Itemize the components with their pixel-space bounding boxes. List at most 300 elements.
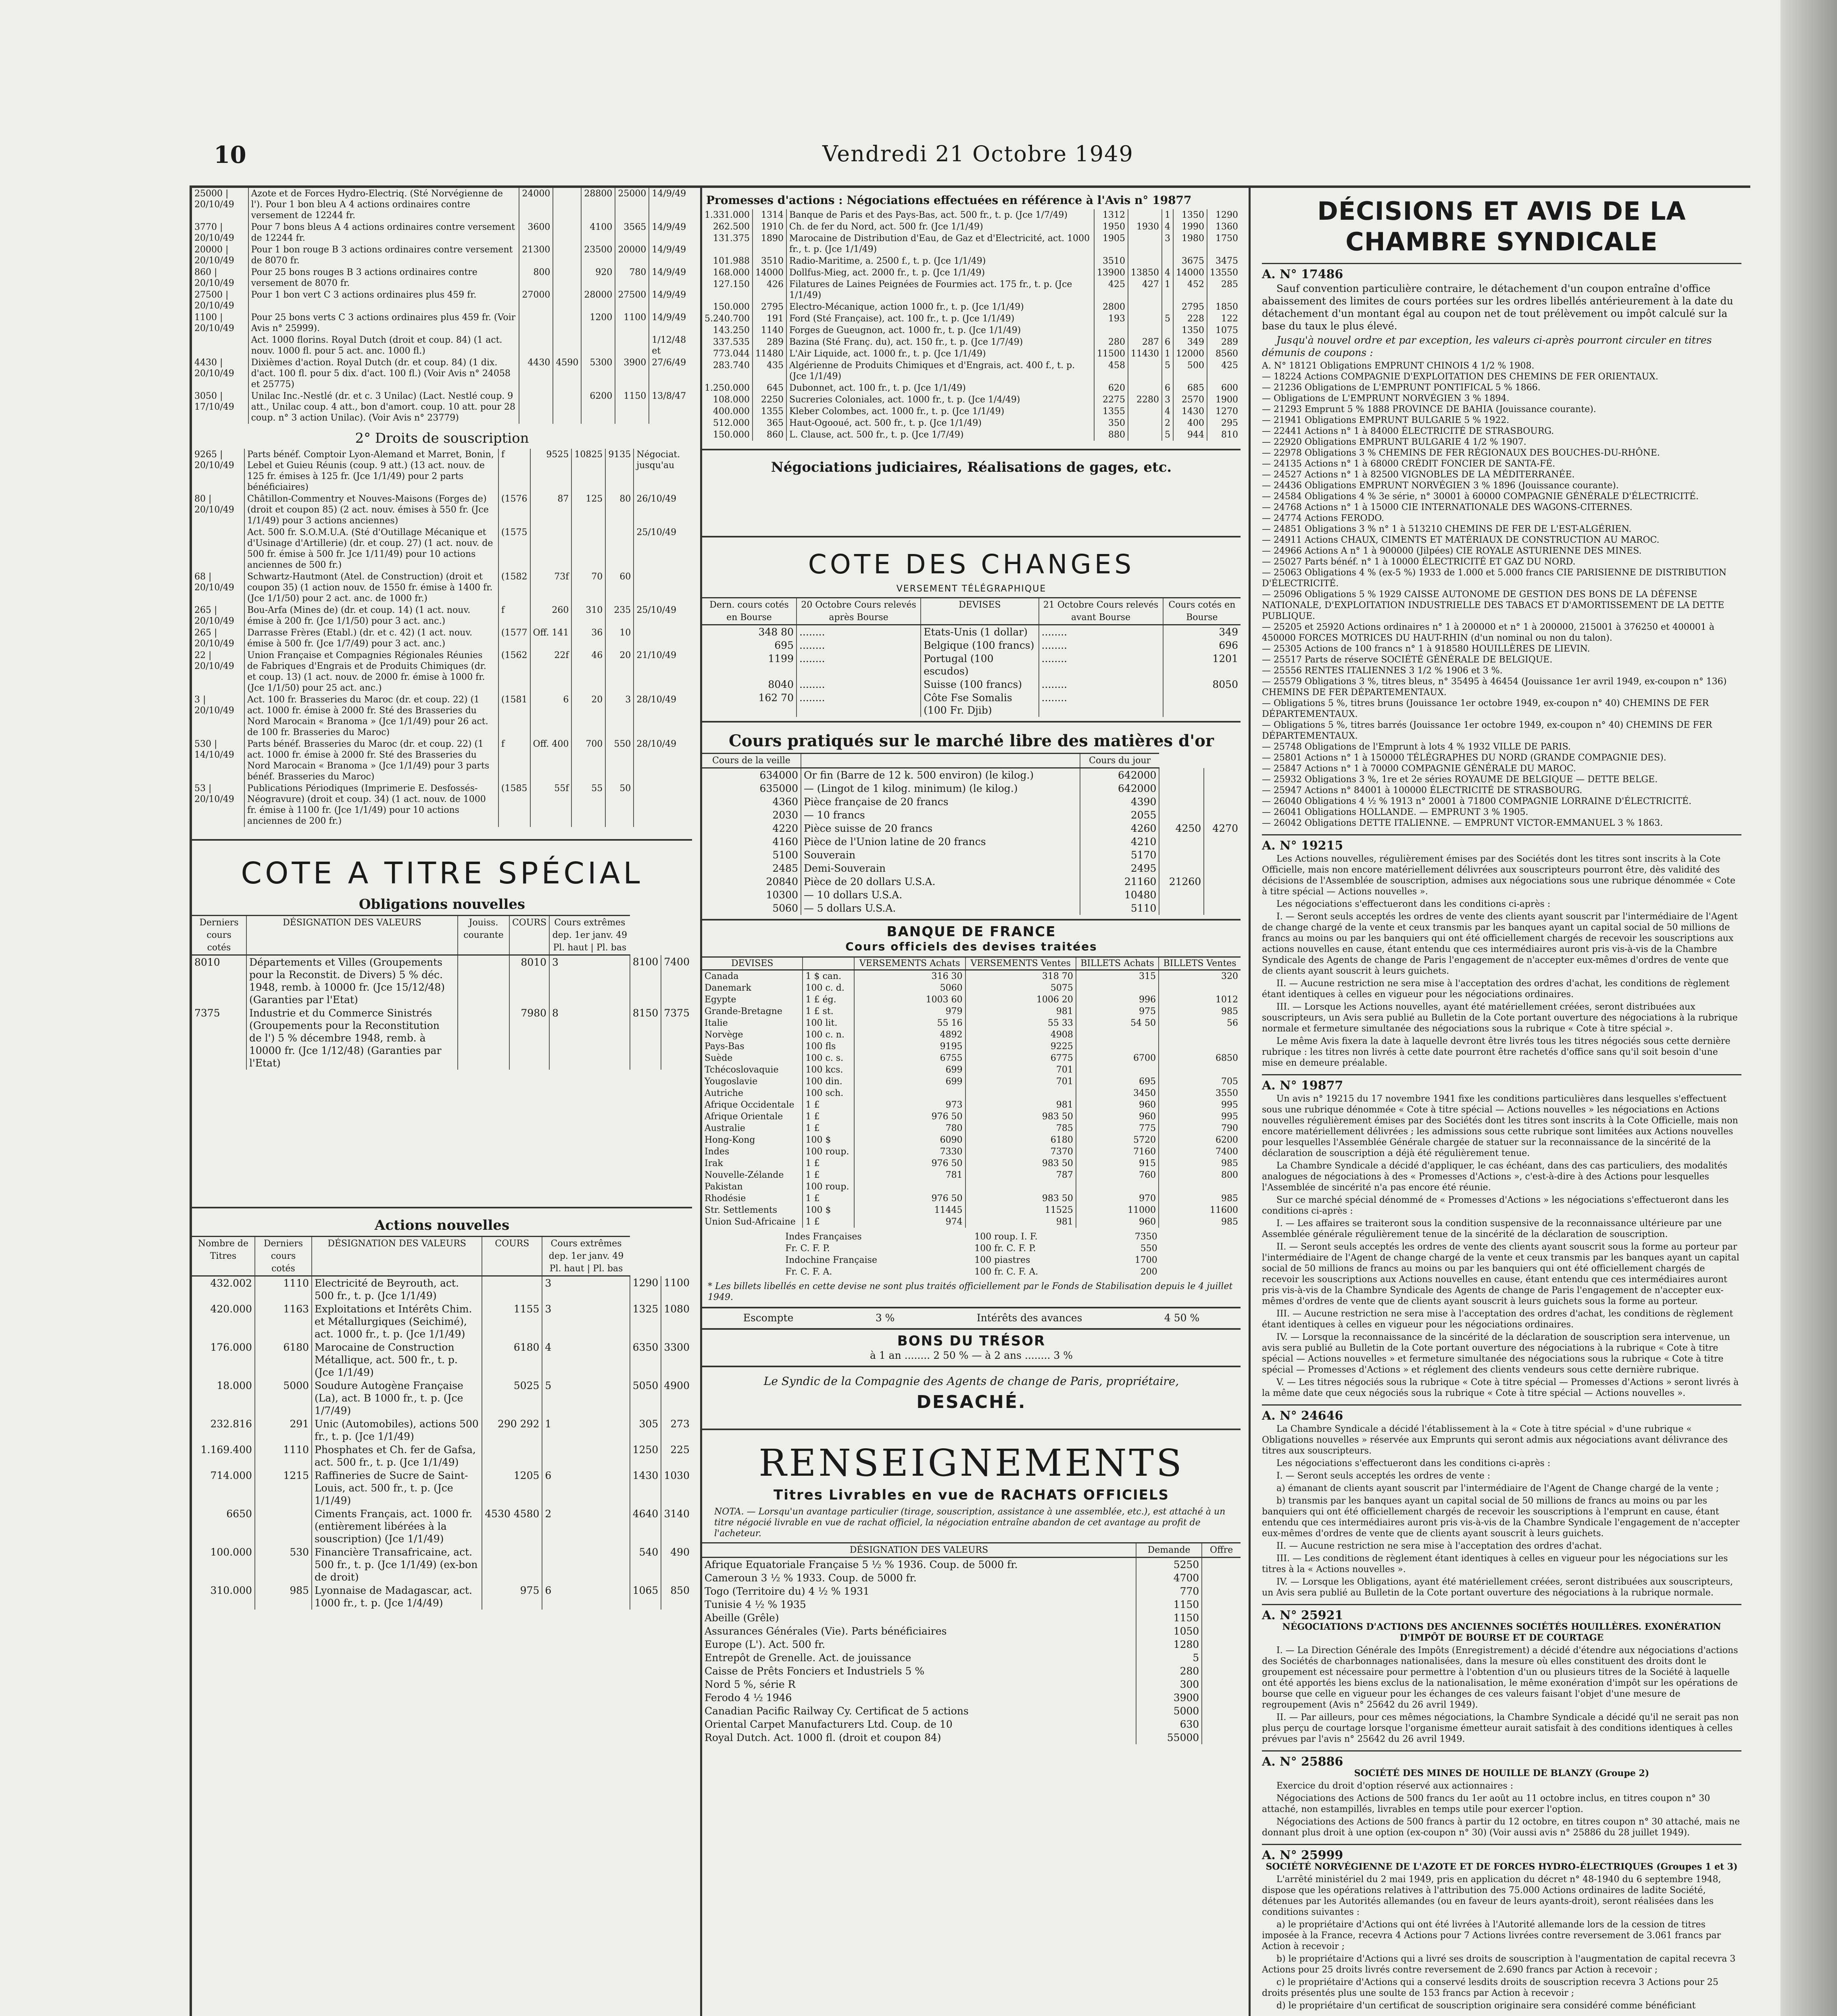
- table-cell-c1: Off. 141: [530, 627, 572, 650]
- running-header: [190, 137, 1766, 173]
- column-header: Cours extrêmes dep. 1er janv. 49 Pl. haut | Pl. bas: [549, 916, 630, 955]
- table-cell-c4: 3: [605, 694, 634, 738]
- table-cell-demande: 630: [1136, 1718, 1202, 1731]
- table-cell-jour: 2055: [1080, 808, 1159, 822]
- table-cell-n: 512.000: [713, 418, 750, 428]
- table-cell-high: 1250: [630, 1443, 661, 1469]
- avis-paragraph: La Chambre Syndicale a décidé d'appliquer, le cas échéant, dans des cas particuliers, des modalités analogues de négociations à des « Promesses d'Actions », c'est-à-dire à des Actions pour lesquelles l'Assemblée de sincérité n'a pas encore été réunie.: [1262, 1161, 1728, 1193]
- table-cell-mark: 5: [1162, 429, 1173, 441]
- table-row: [192, 289, 692, 312]
- table-cell-cours: 5025: [482, 1379, 542, 1417]
- table-cell-c2: [553, 188, 581, 221]
- avis-heading: SOCIÉTÉ NORVÉGIENNE DE L'AZOTE ET DE FORCES HYDRO-ÉLECTRIQUES (Groupes 1 et 3): [1266, 1862, 1738, 1872]
- avis-list-item: — 21236 Obligations de L'EMPRUNT PONTIFICAL 5 % 1866.: [1262, 383, 1541, 393]
- table-cell-p: 1140: [753, 325, 786, 336]
- table-cell-l: 1290: [1207, 209, 1241, 221]
- column-header: Dern. cours cotés en Bourse: [702, 598, 797, 625]
- table-cell-v2: [1128, 313, 1162, 325]
- or-title: Cours pratiqués sur le marché libre des matières d'or: [729, 731, 1214, 750]
- table-row: [192, 188, 692, 221]
- table-cell-veille: 20840: [766, 876, 798, 887]
- table-cell-designation: Ferodo 4 ½ 1946: [705, 1692, 792, 1704]
- table-cell-low: 490: [661, 1545, 692, 1584]
- table-cell-c: [1163, 691, 1241, 717]
- table-cell-left: 860 | 20/10/49: [194, 267, 234, 288]
- avis-list-item: — 25096 Obligations 5 % 1929 CAISSE AUTONOME DE GESTION DES BONS DE LA DÉFENSE NATIONALE, D'EXPLOITATION INDUSTRIELLE DES TABACS ET D'AMORTISSEMENT DE LA DETTE PUBLIQUE.: [1262, 589, 1724, 621]
- table-cell-low: 225: [661, 1443, 692, 1469]
- table-cell-c4: 10: [605, 627, 634, 650]
- table-cell-cours: 8010: [509, 955, 549, 1007]
- table-cell-j2: [1159, 795, 1204, 808]
- table-row: [702, 429, 1241, 441]
- table-cell-designation: Act. 1000 florins. Royal Dutch (droit et coup. 84) (1 act. nouv. 1000 fl. pour 5 act. anc. 1000 fl.): [248, 334, 519, 357]
- table-cell-l: 600: [1207, 382, 1241, 394]
- table-cell-c3: 28000: [581, 289, 615, 312]
- table-cell-v1: 425: [1094, 279, 1128, 301]
- avis-number: A. N° 25999: [1262, 1844, 1741, 1862]
- avis-paragraph: II. — Par ailleurs, pour ces mêmes négociations, la Chambre Syndicale a décidé qu'il ne serait pas non plus perçu de courtage lorsque l'organisme émetteur aurait satisfait à des conditions identiques à celles prévues par l'avis n° 25642 du 26 avril 1949.: [1262, 1712, 1739, 1744]
- table-cell-ba: [1076, 982, 1159, 994]
- droits-title: 2° Droits de souscription: [355, 430, 529, 446]
- table-cell-c5: 14/9/49: [649, 244, 692, 267]
- table-row: [702, 888, 1241, 902]
- table-cell-offre: [1202, 1718, 1241, 1731]
- table-row: [702, 875, 1241, 888]
- column-left: [192, 188, 692, 2016]
- table-cell-vv: 981: [965, 1216, 1076, 1228]
- table-row: [702, 1123, 1241, 1134]
- table-cell-designation: Marocaine de Construction Métallique, act. 500 fr., t. p. (Jce 1/1/49): [312, 1341, 482, 1379]
- table-cell-va: 781: [854, 1169, 965, 1181]
- or-table: [702, 753, 1241, 915]
- avis-list-item: — 26042 Obligations DETTE ITALIENNE. — EMPRUNT VICTOR-EMMANUEL 3 % 1863.: [1262, 818, 1663, 828]
- table-cell-devise: Yougoslavie: [705, 1077, 758, 1087]
- table-cell-designation: Pièce de 20 dollars U.S.A.: [801, 875, 1080, 888]
- avis-19215: [1262, 834, 1741, 1068]
- table-cell-c4: 3565: [615, 221, 649, 244]
- table-cell-designation: Parts bénéf. Brasseries du Maroc (dr. et coup. 22) (1 act. 1000 fr. émise à 2000 fr. Sté des Brasseries du Nord Marocain « Branoma » (Jce 1/1/49) pour 3 parts bénéf. Brasseries du Maroc): [244, 738, 498, 783]
- column-header: BILLETS Ventes: [1159, 957, 1241, 970]
- table-cell-mark: 2: [542, 1507, 630, 1545]
- table-cell-demande: 1050: [1136, 1624, 1202, 1638]
- table-cell-devise: Norvège: [705, 1030, 743, 1040]
- table-row: [702, 1611, 1241, 1624]
- renseignements-title: RENSEIGNEMENTS: [759, 1441, 1184, 1485]
- table-cell-v1: [1094, 325, 1128, 336]
- avis-list-item: — 25947 Actions n° 84001 à 100000 ÉLECTRICITÉ DE STRASBOURG.: [1262, 785, 1583, 796]
- table-cell-n: 143.250: [713, 325, 750, 335]
- avis-paragraph: V. — Les titres négociés sous la rubrique « Cote à titre spécial — Promesses d'Actions » seront livrés à la même date que ceux négociés sous la rubrique « Cote à titre spécial — Actions nouvelles ».: [1262, 1377, 1739, 1398]
- avis-number: A. N° 24646: [1262, 1404, 1741, 1422]
- table-cell-devise: Str. Settlements: [705, 1205, 778, 1215]
- table-cell-designation: — 10 francs: [801, 808, 1080, 822]
- table-row: [192, 955, 692, 1007]
- table-cell-v1: 458: [1094, 360, 1128, 382]
- column-header: [801, 754, 1080, 768]
- table-cell-ba: 11000: [1076, 1204, 1159, 1216]
- avis-paragraph: La Chambre Syndicale a décidé l'établissement à la « Cote à titre spécial » d'une rubrique « Obligations nouvelles » réservée aux Emprunts qui seront admis aux négociations avant délivrance des titres aux souscripteurs.: [1262, 1424, 1728, 1456]
- syndic-name: DESACHÉ.: [916, 1392, 1026, 1412]
- table-cell-c2: [553, 334, 581, 357]
- table-row: [783, 1243, 1160, 1254]
- table-cell-left: 1100 | 20/10/49: [194, 312, 234, 333]
- table-cell-h: 3675: [1173, 255, 1207, 267]
- table-cell-designation: Pour 25 bons verts C 3 actions ordinaires plus 459 fr. (Voir Avis n° 25999).: [248, 312, 519, 334]
- table-cell-offre: [1202, 1651, 1241, 1664]
- table-cell-jour: 642000: [1080, 768, 1159, 782]
- table-cell-offre: [1202, 1624, 1241, 1638]
- table-cell-ba: 6700: [1076, 1052, 1159, 1064]
- table-cell-n: 101.988: [713, 256, 750, 266]
- table-cell-c5: 26/10/49: [634, 493, 692, 527]
- table-cell-va: 1003 60: [854, 994, 965, 1006]
- table-cell-va: 7330: [854, 1146, 965, 1158]
- table-cell-v: 1700: [1134, 1255, 1157, 1265]
- table-cell-jour: 4210: [1080, 835, 1159, 848]
- table-cell-unit: 100 kcs.: [803, 1064, 854, 1076]
- table-cell-v: 200: [1140, 1267, 1157, 1277]
- table-cell-mark: 3: [542, 1276, 630, 1303]
- avis-list-item: — 24966 Actions A n° 1 à 900000 (Jilpées) CIE ROYALE ASTURIENNE DES MINES.: [1262, 546, 1642, 556]
- table-cell-p: 1890: [753, 233, 786, 255]
- table-cell-vv: 6775: [965, 1052, 1076, 1064]
- table-cell-designation: Phosphates et Ch. fer de Gafsa, act. 500 fr., t. p. (Jce 1/1/49): [312, 1443, 482, 1469]
- table-row: [192, 1469, 692, 1507]
- table-cell-designation: Cameroun 3 ½ % 1933. Coup. de 5000 fr.: [705, 1572, 917, 1584]
- bdf-title: BANQUE DE FRANCE: [886, 924, 1056, 940]
- table-cell-high: 1325: [630, 1302, 661, 1341]
- table-cell-p: 860: [753, 429, 786, 441]
- table-row: [702, 417, 1241, 429]
- table-cell-bv: [1159, 982, 1241, 994]
- table-cell-v1: 1312: [1094, 209, 1128, 221]
- table-row: [702, 1017, 1241, 1029]
- avis-list-item: — 25748 Obligations de l'Emprunt à lots 4 % 1932 VILLE DE PARIS.: [1262, 742, 1571, 752]
- table-cell-cours: 4530 4580: [482, 1507, 542, 1545]
- table-row: [192, 1417, 692, 1443]
- table-cell-c3: 23500: [581, 244, 615, 267]
- avis-heading: SOCIÉTÉ DES MINES DE HOUILLE DE BLANZY (Groupe 2): [1354, 1768, 1649, 1779]
- table-cell-v1: 1355: [1094, 406, 1128, 417]
- table-cell-mark: 6: [1162, 336, 1173, 348]
- avis-list-item: — 24851 Obligations 3 % n° 1 à 513210 CHEMINS DE FER DE L'EST-ALGÉRIEN.: [1262, 524, 1632, 534]
- table-cell-vv: 318 70: [965, 970, 1076, 983]
- table-row: [702, 1169, 1241, 1181]
- special-title: COTE A TITRE SPÉCIAL: [241, 856, 643, 891]
- table-cell-v2: 427: [1128, 279, 1162, 301]
- table-cell-unit: 100 fls: [803, 1041, 854, 1052]
- table-cell-c1: [530, 527, 572, 571]
- avis-list-item: — 24768 Actions n° 1 à 15000 CIE INTERNATIONALE DES WAGONS-CITERNES.: [1262, 502, 1633, 512]
- table-cell-v2: 1930: [1128, 221, 1162, 233]
- table-cell-c5: 28/10/49: [634, 738, 692, 783]
- table-cell-h: 228: [1173, 313, 1207, 325]
- table-cell-designation: Marocaine de Distribution d'Eau, de Gaz et d'Electricité, act. 1000 fr., t. p. (Jce 1/1/49): [786, 233, 1094, 255]
- avis-paragraph: I. — Les affaires se traiteront sous la condition suspensive de la reconnaissance ultérieure par une Assemblée générale régulièrement tenue de la sincérité de la déclaration de souscription.: [1262, 1218, 1722, 1239]
- table-cell-va: 316 30: [854, 970, 965, 983]
- table-cell-titres: 6650: [226, 1508, 252, 1520]
- table-cell-devise: Suède: [705, 1053, 733, 1063]
- column-header: Cours du jour: [1080, 754, 1159, 768]
- table-cell-bv: [1159, 1064, 1241, 1076]
- table-row: [702, 1134, 1241, 1146]
- column-header: Offre: [1202, 1543, 1241, 1558]
- avis-paragraph: L'arrêté ministériel du 2 mai 1949, pris en application du décret n° 48-1940 du 6 septembre 1948, dispose que les opérations relatives à l'attribution des 75.000 Actions ordinaires de ladite Société, détenues par les Autorités allemandes (ou en faveur de leurs ayants-droit), seront réalisées dans les conditions suivantes :: [1262, 1874, 1721, 1917]
- bdf-note: * Les billets libellés en cette devise ne sont plus traités officiellement par le Fonds de Stabilisation depuis le 4 juillet 1949.: [708, 1281, 1233, 1302]
- table-row: [192, 738, 692, 783]
- table-cell-designation: Banque de Paris et des Pays-Bas, act. 500 fr., t. p. (Jce 1/7/49): [786, 209, 1094, 221]
- table-cell-n: 262.500: [713, 222, 750, 232]
- table-cell-c3: 55: [571, 783, 605, 827]
- table-cell-designation: Entrepôt de Grenelle. Act. de jouissance: [705, 1652, 911, 1664]
- table-cell-c1: [519, 312, 553, 334]
- table-cell-mark: 8: [549, 1006, 630, 1070]
- table-cell-devise: Pakistan: [705, 1182, 743, 1192]
- table-row: [702, 1099, 1241, 1111]
- column-header: BILLETS Achats: [1076, 957, 1159, 970]
- table-row: [192, 571, 692, 604]
- table-cell-c5: 27/6/49: [649, 357, 692, 390]
- table-cell-left: 3 | 20/10/49: [194, 695, 234, 716]
- table-cell-va: 979: [854, 1006, 965, 1017]
- table-cell-j2: [1159, 902, 1204, 915]
- table-row: [192, 267, 692, 289]
- table-row: [702, 1029, 1241, 1041]
- table-cell-l: 1360: [1207, 221, 1241, 233]
- table-cell-vv: 701: [965, 1064, 1076, 1076]
- table-cell-designation: Parts bénéf. Comptoir Lyon-Alemand et Marret, Bonin, Lebel et Guieu Réunis (coup. 9 att.) (13 act. nouv. de 125 fr. émises à 125 fr. (Jce 1/1/49) pour 2 parts bénéficiaires): [244, 449, 498, 493]
- table-cell-demande: 4700: [1136, 1571, 1202, 1585]
- table-cell-jour: 5170: [1080, 848, 1159, 862]
- table-cell-h: 1350: [1173, 325, 1207, 336]
- table-cell-devise: Indochine Française: [785, 1255, 877, 1265]
- table-cell-va: 976 50: [854, 1158, 965, 1169]
- table-cell-l: 122: [1207, 313, 1241, 325]
- table-cell-c5: 25/10/49: [634, 527, 692, 571]
- table-cell-left: 27500 | 20/10/49: [194, 290, 234, 311]
- table-cell-unit: 100 sch.: [803, 1087, 854, 1099]
- table-cell-n: 127.150: [713, 279, 750, 289]
- table-cell-j3: [1204, 835, 1241, 848]
- table-cell-mark: 1: [1162, 279, 1173, 301]
- table-row: [702, 1718, 1241, 1731]
- table-cell-va: 9195: [854, 1041, 965, 1052]
- avis-list-item: — 18224 Actions COMPAGNIE D'EXPLOITATION DES CHEMINS DE FER ORIENTAUX.: [1262, 372, 1658, 382]
- table-cell-va: 4892: [854, 1029, 965, 1041]
- table-cell-c5: 14/9/49: [649, 289, 692, 312]
- table-cell-titres: 232.816: [210, 1418, 252, 1430]
- table-row: [702, 1052, 1241, 1064]
- table-cell-c3: 1200: [581, 312, 615, 334]
- table-cell-designation: Darrasse Frères (Etabl.) (dr. et c. 42) (1 act. nouv. émise à 500 fr. (Jce 1/7/49) pour 3 act. anc.): [244, 627, 498, 650]
- table-cell-devise: Grande-Bretagne: [705, 1006, 782, 1016]
- table-cell-designation: Unic (Automobiles), actions 500 fr., t. p. (Jce 1/1/49): [312, 1417, 482, 1443]
- table-cell-bv: 705: [1159, 1076, 1241, 1087]
- table-cell-vv: 981: [965, 1099, 1076, 1111]
- table-cell-demande: 1150: [1136, 1611, 1202, 1624]
- avis-list-item: — 24527 Actions n° 1 à 82500 VIGNOBLES DE LA MÉDITERRANÉE.: [1262, 470, 1575, 480]
- table-cell-designation: Ford (Sté Française), act. 100 fr., t. p. (Jce 1/1/49): [786, 313, 1094, 325]
- table-cell-unit: 1 £ ég.: [803, 994, 854, 1006]
- table-cell-low: 3140: [661, 1507, 692, 1545]
- table-cell-devise: Belgique (100 francs): [921, 639, 1038, 652]
- table-cell-cours: 290 292: [482, 1417, 542, 1443]
- table-cell-jour: 2495: [1080, 862, 1159, 875]
- table-cell-veille: 4360: [772, 796, 798, 808]
- table-cell-ba: 960: [1076, 1099, 1159, 1111]
- table-cell-va: 976 50: [854, 1193, 965, 1204]
- avis-list-item: — 25847 Actions n° 1 à 70000 COMPAGNIE GÉNÉRALE DU MAROC.: [1262, 764, 1576, 774]
- table-cell-mark: 3: [549, 955, 630, 1007]
- table-cell-mark: 1: [542, 1417, 630, 1443]
- table-cell-last: 291: [255, 1417, 312, 1443]
- table-cell-b: ........: [1039, 639, 1163, 652]
- table-cell-bv: 3550: [1159, 1087, 1241, 1099]
- issue-date: Vendredi 21 Octobre 1949: [822, 141, 1134, 167]
- table-cell-designation: Afrique Equatoriale Française 5 ½ % 1936. Coup. de 5000 fr.: [705, 1559, 1018, 1570]
- avis-list-item: — 26041 Obligations HOLLANDE. — EMPRUNT 3 % 1905.: [1262, 807, 1528, 817]
- table-cell-designation: Electricité de Beyrouth, act. 500 fr., t. p. (Jce 1/1/49): [312, 1276, 482, 1303]
- table-cell-c4: 1100: [615, 312, 649, 334]
- table-cell-c3: 70: [571, 571, 605, 604]
- table-cell-devise: Italie: [705, 1018, 728, 1028]
- table-cell-v1: 13900: [1094, 267, 1128, 279]
- table-cell-h: 2570: [1173, 394, 1207, 406]
- table-cell-mark: [542, 1545, 630, 1584]
- table-row: [192, 1276, 692, 1303]
- table-cell-a: ........: [797, 625, 921, 639]
- avis-paragraph: Les négociations s'effectueront dans les conditions ci-après :: [1276, 1458, 1551, 1468]
- avis-number: A. N° 25886: [1262, 1750, 1741, 1768]
- table-cell-j2: [1159, 888, 1204, 902]
- table-cell-designation: Pour 1 bon vert C 3 actions ordinaires plus 459 fr.: [248, 289, 519, 312]
- escompte-value: 3 %: [875, 1312, 895, 1324]
- table-cell-c: 8050: [1163, 678, 1241, 691]
- table-cell-devise: Indes: [705, 1147, 730, 1157]
- table-cell-c4: 550: [605, 738, 634, 783]
- table-cell-bv: 7400: [1159, 1146, 1241, 1158]
- table-cell-vv: 4908: [965, 1029, 1076, 1041]
- table-cell-n: 150.000: [713, 430, 750, 440]
- table-row: [702, 1558, 1241, 1572]
- table-cell-v1: 2800: [1094, 301, 1128, 313]
- table-row: [702, 795, 1241, 808]
- table-cell-c5: 14/9/49: [649, 267, 692, 289]
- table-cell-c1: 27000: [519, 289, 553, 312]
- table-row: [702, 970, 1241, 983]
- table-cell-demande: 55000: [1136, 1731, 1202, 1744]
- table-cell-mark: 3: [542, 1302, 630, 1341]
- table-cell-c2: [553, 267, 581, 289]
- avis-paragraph: I. — Seront seuls acceptés les ordres de vente :: [1276, 1471, 1491, 1481]
- table-cell-bv: 995: [1159, 1099, 1241, 1111]
- table-cell-mark: f: [498, 738, 530, 783]
- table-row: [702, 209, 1241, 221]
- table-cell-h: 12000: [1173, 348, 1207, 360]
- table-cell-a: ........: [797, 678, 921, 691]
- table-row: [192, 334, 692, 357]
- table-cell-devise: Tchécoslovaquie: [705, 1065, 779, 1075]
- table-cell-ba: 775: [1076, 1123, 1159, 1134]
- avis-paragraph: Un avis n° 19215 du 17 novembre 1941 fixe les conditions particulières dans lesquelles s'effectuent sous une rubrique dénommée « Cote à titre spécial — Actions nouvelles » les négociations en Actions nouvelles régulièrement émises par des Sociétés dont les titres sont inscrits à la Cote Officielle, mais non encore matériellement délivrées ; les admissions sous cette rubrique sont limitées aux Actions nouvelles pour lesquelles l'Assemblée Générale chargée de statuer sur la reconnaissance de la sincérité de la déclaration de souscription a déjà été régulièrement tenue.: [1262, 1094, 1738, 1158]
- table-cell-n: 283.740: [713, 360, 750, 371]
- table-cell-mark: 6: [542, 1584, 630, 1610]
- table-cell-d: 162 70: [758, 692, 794, 704]
- table-cell-designation: Pièce de l'Union latine de 20 francs: [801, 835, 1080, 848]
- table-cell-p: 1355: [753, 406, 786, 417]
- table-cell-left: 530 | 14/10/49: [194, 739, 234, 760]
- table-cell-va: 973: [854, 1099, 965, 1111]
- table-row: [192, 604, 692, 627]
- table-cell-titres: 310.000: [210, 1585, 252, 1596]
- table-row: [192, 1006, 692, 1070]
- table-cell-offre: [1202, 1611, 1241, 1624]
- table-cell-n: 168.000: [713, 268, 750, 278]
- avis-list-item: — 25579 Obligations 3 %, titres bleus, n° 35495 à 46454 (Jouissance 1er avril 1949, ex-coupon n° 136) CHEMINS DE FER DÉPARTEMENTAUX.: [1262, 677, 1727, 698]
- table-cell-demande: 5: [1136, 1651, 1202, 1664]
- table-cell-designation: Royal Dutch. Act. 1000 fl. (droit et coupon 84): [705, 1732, 941, 1743]
- table-cell-unit: 100 c. s.: [803, 1052, 854, 1064]
- table-cell-j3: [1204, 902, 1241, 915]
- table-cell-mark: 3: [1162, 394, 1173, 406]
- renseignements-table: [702, 1542, 1241, 1744]
- table-row: [192, 650, 692, 694]
- table-cell-cours: 6180: [482, 1341, 542, 1379]
- table-row: [783, 1254, 1160, 1266]
- table-cell-j2: [1159, 808, 1204, 822]
- table-cell-bv: 320: [1159, 970, 1241, 983]
- bdf-table: [702, 956, 1241, 1228]
- table-cell-v2: [1128, 417, 1162, 429]
- table-cell-bv: 995: [1159, 1111, 1241, 1123]
- table-cell-designation: Bazina (Sté Franç. du), act. 150 fr., t. p. (Jce 1/7/49): [786, 336, 1094, 348]
- table-cell-last: 7375: [194, 1007, 220, 1019]
- table-cell-designation: L. Clause, act. 500 fr., t. p. (Jce 1/7/49): [786, 429, 1094, 441]
- table-cell-va: 11445: [854, 1204, 965, 1216]
- column-header: [803, 957, 854, 970]
- table-cell-designation: Soudure Autogène Française (La), act. B 1000 fr., t. p. (Jce 1/7/49): [312, 1379, 482, 1417]
- table-cell-j3: [1204, 888, 1241, 902]
- table-cell-demande: 5000: [1136, 1704, 1202, 1718]
- avis-list-item: — Obligations de L'EMPRUNT NORVÉGIEN 3 % 1894.: [1262, 394, 1510, 404]
- table-cell-devise: Pays-Bas: [705, 1041, 744, 1052]
- avis-list-item: — 21941 Obligations EMPRUNT BULGARIE 5 % 1922.: [1262, 415, 1510, 425]
- table-cell-c4: 20000: [615, 244, 649, 267]
- escompte-label: Escompte: [743, 1312, 794, 1324]
- avis-paragraph: a) le propriétaire d'Actions qui ont été livrées à l'Autorité allemande lors de la cession de titres imposée à la France, recevra 4 Actions pour 7 Actions livrées contre reversement de 3.061 francs par Action à recevoir ;: [1262, 1920, 1721, 1951]
- table-cell-c4: 235: [605, 604, 634, 627]
- table-cell-ba: [1076, 1029, 1159, 1041]
- table-row: [702, 406, 1241, 417]
- table-row: [192, 1379, 692, 1417]
- table-row: [702, 360, 1241, 382]
- table-cell-h: 452: [1173, 279, 1207, 301]
- table-cell-mark: f: [498, 604, 530, 627]
- avis-list-item: — 26040 Obligations 4 ½ % 1913 n° 20001 à 71800 COMPAGNIE LORRAINE D'ÉLECTRICITÉ.: [1262, 796, 1692, 806]
- table-cell-v2: 11430: [1128, 348, 1162, 360]
- table-cell-titres: 432.002: [210, 1277, 252, 1289]
- table-cell-n: 337.535: [713, 337, 750, 347]
- table-cell-vv: 55 33: [965, 1017, 1076, 1029]
- table-cell-veille: 635000: [759, 783, 798, 794]
- table-cell-vv: 983 50: [965, 1111, 1076, 1123]
- table-cell-mark: 6: [542, 1469, 630, 1507]
- table-cell-bv: 790: [1159, 1123, 1241, 1134]
- table-cell-c4: 60: [605, 571, 634, 604]
- table-cell-unit: 1 £: [803, 1169, 854, 1181]
- table-cell-va: 780: [854, 1123, 965, 1134]
- table-cell-v1: 2275: [1094, 394, 1128, 406]
